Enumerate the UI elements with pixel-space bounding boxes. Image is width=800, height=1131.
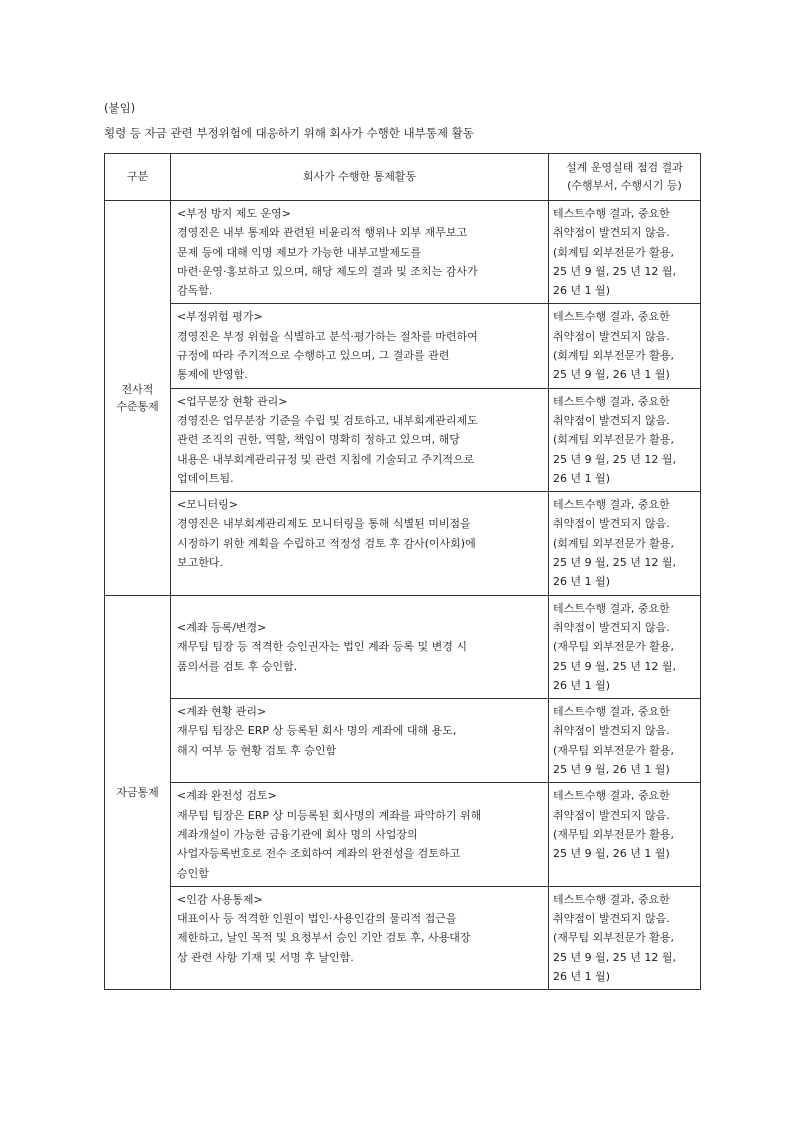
activity-text: 경영진은 내부회계관리제도 모니터링을 통해 식별된 미비점을 bbox=[177, 517, 471, 531]
result-text: 테스트수행 결과, 중요한 bbox=[553, 892, 670, 906]
internal-control-table bbox=[104, 153, 701, 990]
activity-text: 통제에 반영함. bbox=[177, 368, 248, 382]
document-title: 횡령 등 자금 관련 부정위험에 대응하기 위해 회사가 수행한 내부통제 활동 bbox=[104, 126, 474, 140]
activity-text: 해지 여부 등 현황 검토 후 승인함 bbox=[177, 743, 337, 757]
activity-cell bbox=[171, 699, 549, 783]
result-text: 테스트수행 결과, 중요한 bbox=[553, 705, 670, 719]
activity-title: <계좌 등록/변경> bbox=[177, 620, 267, 634]
result-text: 취약점이 발견되지 않음. bbox=[553, 808, 670, 822]
result-cell bbox=[549, 595, 701, 698]
result-text: 25 년 9 월, 25 년 12 월, bbox=[553, 264, 676, 278]
result-text: 25 년 9 월, 25 년 12 월, bbox=[553, 950, 676, 964]
result-text: 25 년 9 월, 26 년 1 월) bbox=[553, 763, 670, 777]
activity-text: 제한하고, 날인 목적 및 요청부서 승인 기안 검토 후, 사용대장 bbox=[177, 931, 471, 945]
activity-text: 보고한다. bbox=[177, 556, 224, 570]
header-result-line: (수행부서, 수행시기 등) bbox=[567, 179, 682, 192]
table-header-row bbox=[105, 154, 701, 201]
activity-title: <업무분장 현황 관리> bbox=[177, 394, 288, 408]
result-text: 26 년 1 월) bbox=[553, 471, 611, 485]
category-label: 자금통제 bbox=[116, 785, 159, 799]
header-result-line: 설계 운영실태 점검 결과 bbox=[566, 161, 683, 174]
annex-label: (붙임) bbox=[104, 101, 136, 115]
result-text: (재무팀 외부전문가 활용, bbox=[553, 931, 675, 945]
result-text: 26 년 1 월) bbox=[553, 969, 611, 983]
activity-title: <계좌 현황 관리> bbox=[177, 705, 267, 719]
result-text: 25 년 9 월, 25 년 12 월, bbox=[553, 452, 676, 466]
result-text: (회계팀 외부전문가 활용, bbox=[553, 349, 675, 363]
activity-text: 규정에 따라 주기적으로 수행하고 있으며, 그 결과를 관련 bbox=[177, 349, 450, 363]
activity-text: 관련 조직의 권한, 역할, 책임이 명확히 정하고 있으며, 해당 bbox=[177, 433, 460, 447]
activity-text: 재무팀 팀장은 ERP 상 미등록된 회사명의 계좌를 파악하기 위해 bbox=[177, 808, 482, 822]
activity-text: 계좌개설이 가능한 금융기관에 회사 명의 사업장의 bbox=[177, 827, 418, 841]
activity-title: <계좌 완전성 검토> bbox=[177, 789, 277, 803]
activity-text: 업데이트됨. bbox=[177, 471, 234, 485]
category-cell bbox=[105, 201, 171, 596]
activity-text: 마련·운영·홍보하고 있으며, 해당 제도의 결과 및 조치는 감사가 bbox=[177, 264, 478, 278]
table-row bbox=[105, 492, 701, 595]
activity-text: 경영진은 업무분장 기준을 수립 및 검토하고, 내부회계관리제도 bbox=[177, 413, 478, 427]
result-cell bbox=[549, 886, 701, 989]
activity-title: <모니터링> bbox=[177, 498, 238, 512]
category-label: 전사적 bbox=[121, 382, 154, 396]
table-row bbox=[105, 304, 701, 388]
result-text: 25 년 9 월, 26 년 1 월) bbox=[553, 847, 670, 861]
activity-text: 상 관련 사항 기재 및 서명 후 날인함. bbox=[177, 950, 354, 964]
result-text: (재무팀 외부전문가 활용, bbox=[553, 827, 675, 841]
result-text: 테스트수행 결과, 중요한 bbox=[553, 498, 670, 512]
result-text: 취약점이 발견되지 않음. bbox=[553, 226, 670, 240]
result-text: 테스트수행 결과, 중요한 bbox=[553, 601, 670, 615]
result-cell bbox=[549, 492, 701, 595]
activity-text: 경영진은 내부 통제와 관련된 비윤리적 행위나 외부 재무보고 bbox=[177, 226, 468, 240]
table-row bbox=[105, 595, 701, 698]
result-text: 테스트수행 결과, 중요한 bbox=[553, 207, 670, 220]
activity-cell bbox=[171, 886, 549, 989]
result-text: (재무팀 외부전문가 활용, bbox=[553, 743, 675, 757]
activity-cell bbox=[171, 201, 549, 304]
category-label: 수준통제 bbox=[116, 399, 159, 413]
result-text: 테스트수행 결과, 중요한 bbox=[553, 394, 670, 408]
result-text: 취약점이 발견되지 않음. bbox=[553, 724, 670, 738]
activity-title: <부정위험 평가> bbox=[177, 310, 263, 324]
activity-text: 대표이사 등 적격한 인원이 법인·사용인감의 물리적 접근을 bbox=[177, 912, 457, 926]
table-row bbox=[105, 388, 701, 491]
result-text: 취약점이 발견되지 않음. bbox=[553, 329, 670, 343]
activity-cell bbox=[171, 304, 549, 388]
result-text: 26 년 1 월) bbox=[553, 575, 611, 589]
category-cell bbox=[105, 595, 171, 990]
activity-text: 재무팀 팀장 등 적격한 승인권자는 법인 계좌 등록 및 변경 시 bbox=[177, 640, 467, 654]
activity-text: 문제 등에 대해 익명 제보가 가능한 내부고발제도를 bbox=[177, 245, 422, 259]
activity-text: 승인함 bbox=[177, 866, 209, 880]
table-row bbox=[105, 201, 701, 304]
result-text: 취약점이 발견되지 않음. bbox=[553, 517, 670, 531]
result-text: 26 년 1 월) bbox=[553, 284, 611, 298]
activity-text: 내용은 내부회계관리규정 및 관련 지침에 기술되고 주기적으로 bbox=[177, 452, 475, 466]
result-text: 취약점이 발견되지 않음. bbox=[553, 912, 670, 926]
activity-cell bbox=[171, 783, 549, 886]
result-text: 25 년 9 월, 25 년 12 월, bbox=[553, 556, 676, 570]
activity-title: <인감 사용통제> bbox=[177, 892, 263, 906]
table-body bbox=[105, 201, 701, 990]
activity-text: 사업자등록번호로 전수 조회하여 계좌의 완전성을 검토하고 bbox=[177, 847, 461, 861]
result-text: 테스트수행 결과, 중요한 bbox=[553, 789, 670, 803]
activity-text: 경영진은 부정 위험을 식별하고 분석·평가하는 절차를 마련하여 bbox=[177, 329, 478, 343]
table-row bbox=[105, 699, 701, 783]
result-text: (회계팀 외부전문가 활용, bbox=[553, 433, 675, 447]
activity-text: 시정하기 위한 계획을 수립하고 적정성 검토 후 감사(이사회)에 bbox=[177, 536, 476, 550]
result-text: 25 년 9 월, 25 년 12 월, bbox=[553, 659, 676, 673]
result-text: 테스트수행 결과, 중요한 bbox=[553, 310, 670, 324]
result-text: (재무팀 외부전문가 활용, bbox=[553, 640, 675, 654]
table-row bbox=[105, 886, 701, 989]
result-cell bbox=[549, 201, 701, 304]
result-cell bbox=[549, 388, 701, 491]
header-activity: 회사가 수행한 통제활동 bbox=[171, 154, 549, 201]
activity-cell bbox=[171, 388, 549, 491]
activity-title: <부정 방지 제도 운영> bbox=[177, 207, 291, 220]
activity-cell bbox=[171, 492, 549, 595]
result-text: (회계팀 외부전문가 활용, bbox=[553, 245, 675, 259]
result-text: 취약점이 발견되지 않음. bbox=[553, 413, 670, 427]
activity-text: 재무팀 팀장은 ERP 상 등록된 회사 명의 계좌에 대해 용도, bbox=[177, 724, 457, 738]
header-result bbox=[549, 154, 701, 201]
result-cell bbox=[549, 699, 701, 783]
result-text: (회계팀 외부전문가 활용, bbox=[553, 536, 675, 550]
activity-cell bbox=[171, 595, 549, 698]
result-text: 26 년 1 월) bbox=[553, 678, 611, 692]
result-text: 25 년 9 월, 26 년 1 월) bbox=[553, 368, 670, 382]
activity-text: 품의서를 검토 후 승인함. bbox=[177, 659, 298, 673]
result-text: 취약점이 발견되지 않음. bbox=[553, 620, 670, 634]
activity-text: 감독함. bbox=[177, 284, 213, 298]
result-cell bbox=[549, 783, 701, 886]
result-cell bbox=[549, 304, 701, 388]
header-category: 구분 bbox=[105, 154, 171, 201]
table-row bbox=[105, 783, 701, 886]
